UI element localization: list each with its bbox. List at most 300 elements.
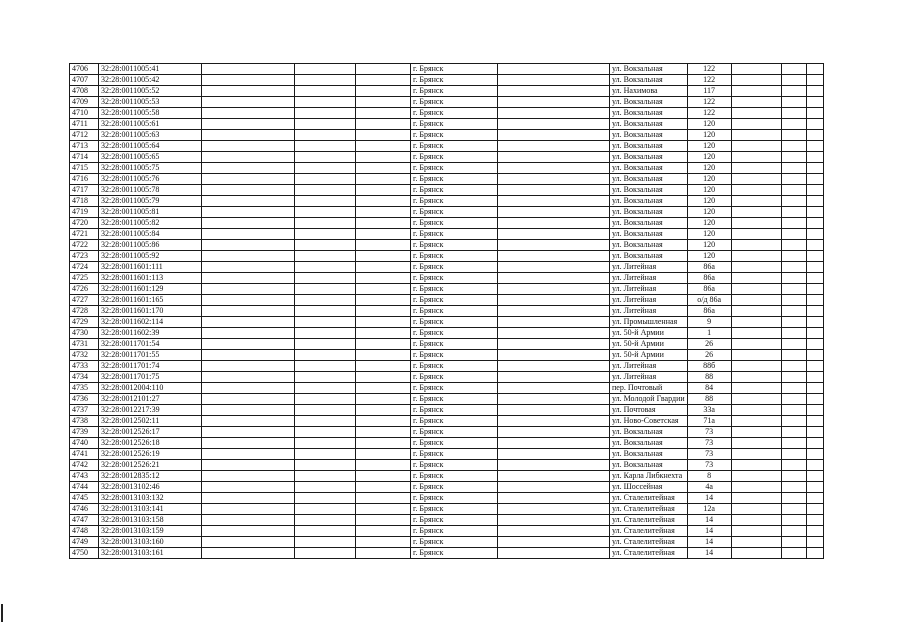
empty-cell xyxy=(295,284,356,295)
table-row xyxy=(70,218,824,229)
house-number-cell: 120 xyxy=(687,141,731,152)
row-number-cell: 4720 xyxy=(70,218,99,229)
row-number-cell: 4719 xyxy=(70,207,99,218)
empty-cell xyxy=(806,86,823,97)
empty-cell xyxy=(781,284,806,295)
empty-cell xyxy=(781,207,806,218)
cadastral-number-cell: 32:28:0013103:141 xyxy=(99,504,202,515)
empty-cell xyxy=(731,471,781,482)
cadastral-number-cell: 32:28:0011005:61 xyxy=(99,119,202,130)
street-cell: ул. Вокзальная xyxy=(610,427,688,438)
empty-cell xyxy=(295,383,356,394)
house-number-cell: 8 xyxy=(687,471,731,482)
empty-cell xyxy=(202,383,295,394)
city-cell: г. Брянск xyxy=(411,86,498,97)
empty-cell xyxy=(806,295,823,306)
empty-cell xyxy=(806,405,823,416)
empty-cell xyxy=(806,185,823,196)
empty-cell xyxy=(295,229,356,240)
empty-cell xyxy=(781,152,806,163)
row-number-cell: 4716 xyxy=(70,174,99,185)
empty-cell xyxy=(731,130,781,141)
empty-cell xyxy=(731,229,781,240)
empty-cell xyxy=(731,372,781,383)
empty-cell xyxy=(295,416,356,427)
empty-cell xyxy=(202,449,295,460)
empty-cell xyxy=(356,218,411,229)
empty-cell xyxy=(498,427,610,438)
empty-cell xyxy=(356,75,411,86)
empty-cell xyxy=(295,317,356,328)
empty-cell xyxy=(498,108,610,119)
cadastral-number-cell: 32:28:0011601:129 xyxy=(99,284,202,295)
empty-cell xyxy=(806,284,823,295)
empty-cell xyxy=(295,251,356,262)
empty-cell xyxy=(781,372,806,383)
empty-cell xyxy=(731,218,781,229)
empty-cell xyxy=(731,504,781,515)
empty-cell xyxy=(731,152,781,163)
empty-cell xyxy=(356,251,411,262)
cadastral-number-cell: 32:28:0011005:42 xyxy=(99,75,202,86)
street-cell: ул. Вокзальная xyxy=(610,75,688,86)
house-number-cell: 120 xyxy=(687,185,731,196)
empty-cell xyxy=(356,108,411,119)
empty-cell xyxy=(781,229,806,240)
empty-cell xyxy=(806,328,823,339)
row-number-cell: 4722 xyxy=(70,240,99,251)
row-number-cell: 4743 xyxy=(70,471,99,482)
empty-cell xyxy=(781,174,806,185)
house-number-cell: 14 xyxy=(687,526,731,537)
house-number-cell: 84 xyxy=(687,383,731,394)
empty-cell xyxy=(781,460,806,471)
empty-cell xyxy=(806,64,823,75)
city-cell: г. Брянск xyxy=(411,482,498,493)
street-cell: ул. Вокзальная xyxy=(610,240,688,251)
empty-cell xyxy=(498,75,610,86)
table-row xyxy=(70,229,824,240)
empty-cell xyxy=(356,416,411,427)
empty-cell xyxy=(731,174,781,185)
empty-cell xyxy=(731,493,781,504)
empty-cell xyxy=(356,119,411,130)
row-number-cell: 4742 xyxy=(70,460,99,471)
city-cell: г. Брянск xyxy=(411,526,498,537)
street-cell: ул. Вокзальная xyxy=(610,438,688,449)
street-cell: ул. Вокзальная xyxy=(610,218,688,229)
table-row xyxy=(70,196,824,207)
table-row xyxy=(70,273,824,284)
empty-cell xyxy=(781,328,806,339)
empty-cell xyxy=(498,350,610,361)
empty-cell xyxy=(781,185,806,196)
empty-cell xyxy=(295,141,356,152)
empty-cell xyxy=(781,339,806,350)
empty-cell xyxy=(731,119,781,130)
empty-cell xyxy=(781,405,806,416)
cadastral-number-cell: 32:28:0012526:19 xyxy=(99,449,202,460)
empty-cell xyxy=(295,108,356,119)
street-cell: ул. Почтовая xyxy=(610,405,688,416)
city-cell: г. Брянск xyxy=(411,328,498,339)
empty-cell xyxy=(295,405,356,416)
empty-cell xyxy=(356,163,411,174)
cadastral-number-cell: 32:28:0013103:160 xyxy=(99,537,202,548)
city-cell: г. Брянск xyxy=(411,218,498,229)
city-cell: г. Брянск xyxy=(411,493,498,504)
empty-cell xyxy=(781,493,806,504)
city-cell: г. Брянск xyxy=(411,405,498,416)
empty-cell xyxy=(731,460,781,471)
house-number-cell: 71а xyxy=(687,416,731,427)
empty-cell xyxy=(731,405,781,416)
empty-cell xyxy=(202,339,295,350)
empty-cell xyxy=(498,526,610,537)
house-number-cell: 9 xyxy=(687,317,731,328)
empty-cell xyxy=(731,427,781,438)
empty-cell xyxy=(295,504,356,515)
empty-cell xyxy=(498,141,610,152)
empty-cell xyxy=(356,339,411,350)
empty-cell xyxy=(781,295,806,306)
empty-cell xyxy=(806,482,823,493)
city-cell: г. Брянск xyxy=(411,548,498,559)
table-row xyxy=(70,75,824,86)
house-number-cell: 73 xyxy=(687,438,731,449)
empty-cell xyxy=(202,460,295,471)
empty-cell xyxy=(202,75,295,86)
house-number-cell: 120 xyxy=(687,218,731,229)
empty-cell xyxy=(356,86,411,97)
row-number-cell: 4736 xyxy=(70,394,99,405)
empty-cell xyxy=(202,526,295,537)
empty-cell xyxy=(498,482,610,493)
city-cell: г. Брянск xyxy=(411,185,498,196)
empty-cell xyxy=(295,218,356,229)
cadastral-number-cell: 32:28:0011005:52 xyxy=(99,86,202,97)
empty-cell xyxy=(498,262,610,273)
empty-cell xyxy=(781,350,806,361)
street-cell: ул. Сталелитейная xyxy=(610,493,688,504)
empty-cell xyxy=(731,284,781,295)
empty-cell xyxy=(731,196,781,207)
city-cell: г. Брянск xyxy=(411,174,498,185)
house-number-cell: 14 xyxy=(687,548,731,559)
street-cell: ул. Вокзальная xyxy=(610,152,688,163)
empty-cell xyxy=(731,262,781,273)
empty-cell xyxy=(781,471,806,482)
row-number-cell: 4721 xyxy=(70,229,99,240)
empty-cell xyxy=(295,471,356,482)
house-number-cell: 120 xyxy=(687,240,731,251)
cadastral-number-cell: 32:28:0011701:54 xyxy=(99,339,202,350)
house-number-cell: 86а xyxy=(687,273,731,284)
empty-cell xyxy=(498,86,610,97)
city-cell: г. Брянск xyxy=(411,471,498,482)
empty-cell xyxy=(806,526,823,537)
empty-cell xyxy=(295,174,356,185)
cadastral-number-cell: 32:28:0012526:18 xyxy=(99,438,202,449)
empty-cell xyxy=(498,548,610,559)
empty-cell xyxy=(731,537,781,548)
city-cell: г. Брянск xyxy=(411,273,498,284)
empty-cell xyxy=(498,229,610,240)
empty-cell xyxy=(202,427,295,438)
street-cell: ул. Литейная xyxy=(610,306,688,317)
table-row xyxy=(70,350,824,361)
empty-cell xyxy=(356,548,411,559)
empty-cell xyxy=(806,427,823,438)
row-number-cell: 4750 xyxy=(70,548,99,559)
empty-cell xyxy=(356,372,411,383)
empty-cell xyxy=(295,372,356,383)
house-number-cell: 122 xyxy=(687,108,731,119)
city-cell: г. Брянск xyxy=(411,504,498,515)
empty-cell xyxy=(781,438,806,449)
city-cell: г. Брянск xyxy=(411,295,498,306)
cadastral-number-cell: 32:28:0011005:82 xyxy=(99,218,202,229)
empty-cell xyxy=(498,460,610,471)
cadastral-number-cell: 32:28:0012004:110 xyxy=(99,383,202,394)
table-row xyxy=(70,141,824,152)
empty-cell xyxy=(498,493,610,504)
empty-cell xyxy=(731,328,781,339)
empty-cell xyxy=(731,207,781,218)
empty-cell xyxy=(731,75,781,86)
empty-cell xyxy=(731,97,781,108)
table-row xyxy=(70,339,824,350)
empty-cell xyxy=(781,196,806,207)
cadastral-number-cell: 32:28:0013103:158 xyxy=(99,515,202,526)
empty-cell xyxy=(781,218,806,229)
empty-cell xyxy=(295,526,356,537)
row-number-cell: 4708 xyxy=(70,86,99,97)
empty-cell xyxy=(731,515,781,526)
cadastral-number-cell: 32:28:0011005:86 xyxy=(99,240,202,251)
empty-cell xyxy=(295,482,356,493)
empty-cell xyxy=(498,218,610,229)
empty-cell xyxy=(202,438,295,449)
cadastral-number-cell: 32:28:0011005:79 xyxy=(99,196,202,207)
empty-cell xyxy=(295,86,356,97)
empty-cell xyxy=(295,515,356,526)
empty-cell xyxy=(498,537,610,548)
empty-cell xyxy=(498,383,610,394)
row-number-cell: 4717 xyxy=(70,185,99,196)
table-row xyxy=(70,284,824,295)
empty-cell xyxy=(498,394,610,405)
empty-cell xyxy=(356,97,411,108)
empty-cell xyxy=(202,174,295,185)
table-row xyxy=(70,493,824,504)
empty-cell xyxy=(498,152,610,163)
house-number-cell: 14 xyxy=(687,537,731,548)
empty-cell xyxy=(498,405,610,416)
empty-cell xyxy=(731,438,781,449)
empty-cell xyxy=(781,251,806,262)
empty-cell xyxy=(295,163,356,174)
empty-cell xyxy=(731,526,781,537)
house-number-cell: 73 xyxy=(687,427,731,438)
empty-cell xyxy=(295,64,356,75)
empty-cell xyxy=(356,537,411,548)
table-row xyxy=(70,427,824,438)
empty-cell xyxy=(295,273,356,284)
row-number-cell: 4731 xyxy=(70,339,99,350)
house-number-cell: 120 xyxy=(687,229,731,240)
empty-cell xyxy=(202,273,295,284)
empty-cell xyxy=(781,273,806,284)
cadastral-number-cell: 32:28:0012101:27 xyxy=(99,394,202,405)
city-cell: г. Брянск xyxy=(411,460,498,471)
empty-cell xyxy=(202,372,295,383)
house-number-cell: 86а xyxy=(687,284,731,295)
empty-cell xyxy=(731,295,781,306)
street-cell: ул. Вокзальная xyxy=(610,64,688,75)
empty-cell xyxy=(295,295,356,306)
house-number-cell: 86а xyxy=(687,306,731,317)
table-row xyxy=(70,449,824,460)
cadastral-number-cell: 32:28:0011701:75 xyxy=(99,372,202,383)
empty-cell xyxy=(806,504,823,515)
empty-cell xyxy=(731,185,781,196)
city-cell: г. Брянск xyxy=(411,284,498,295)
street-cell: ул. Промышленная xyxy=(610,317,688,328)
empty-cell xyxy=(806,416,823,427)
row-number-cell: 4732 xyxy=(70,350,99,361)
empty-cell xyxy=(202,262,295,273)
empty-cell xyxy=(356,361,411,372)
street-cell: ул. Ново-Советская xyxy=(610,416,688,427)
cadastral-number-cell: 32:28:0013103:132 xyxy=(99,493,202,504)
table-row xyxy=(70,108,824,119)
table-row xyxy=(70,548,824,559)
empty-cell xyxy=(356,174,411,185)
empty-cell xyxy=(806,196,823,207)
registry-table xyxy=(69,63,824,559)
street-cell: ул. 50-й Армии xyxy=(610,339,688,350)
row-number-cell: 4730 xyxy=(70,328,99,339)
empty-cell xyxy=(806,218,823,229)
street-cell: ул. Литейная xyxy=(610,284,688,295)
city-cell: г. Брянск xyxy=(411,427,498,438)
empty-cell xyxy=(806,548,823,559)
city-cell: г. Брянск xyxy=(411,537,498,548)
empty-cell xyxy=(498,130,610,141)
cadastral-number-cell: 32:28:0011005:76 xyxy=(99,174,202,185)
street-cell: ул. Вокзальная xyxy=(610,207,688,218)
table-row xyxy=(70,163,824,174)
empty-cell xyxy=(356,526,411,537)
empty-cell xyxy=(356,504,411,515)
cadastral-number-cell: 32:28:0011701:55 xyxy=(99,350,202,361)
row-number-cell: 4713 xyxy=(70,141,99,152)
empty-cell xyxy=(781,64,806,75)
house-number-cell: 120 xyxy=(687,130,731,141)
empty-cell xyxy=(781,449,806,460)
empty-cell xyxy=(781,141,806,152)
empty-cell xyxy=(295,427,356,438)
city-cell: г. Брянск xyxy=(411,152,498,163)
empty-cell xyxy=(202,196,295,207)
empty-cell xyxy=(202,163,295,174)
empty-cell xyxy=(498,361,610,372)
empty-cell xyxy=(498,317,610,328)
row-number-cell: 4724 xyxy=(70,262,99,273)
house-number-cell: 88б xyxy=(687,361,731,372)
city-cell: г. Брянск xyxy=(411,75,498,86)
house-number-cell: о/д 86а xyxy=(687,295,731,306)
empty-cell xyxy=(202,218,295,229)
empty-cell xyxy=(295,328,356,339)
city-cell: г. Брянск xyxy=(411,317,498,328)
empty-cell xyxy=(806,240,823,251)
empty-cell xyxy=(806,537,823,548)
table-row xyxy=(70,130,824,141)
table-row xyxy=(70,152,824,163)
table-row xyxy=(70,251,824,262)
empty-cell xyxy=(781,108,806,119)
row-number-cell: 4749 xyxy=(70,537,99,548)
cadastral-number-cell: 32:28:0011005:41 xyxy=(99,64,202,75)
empty-cell xyxy=(498,273,610,284)
empty-cell xyxy=(356,295,411,306)
empty-cell xyxy=(806,361,823,372)
empty-cell xyxy=(731,141,781,152)
empty-cell xyxy=(781,394,806,405)
empty-cell xyxy=(731,394,781,405)
row-number-cell: 4714 xyxy=(70,152,99,163)
empty-cell xyxy=(356,317,411,328)
house-number-cell: 120 xyxy=(687,174,731,185)
row-number-cell: 4740 xyxy=(70,438,99,449)
empty-cell xyxy=(781,86,806,97)
table-row xyxy=(70,64,824,75)
street-cell: пер. Почтовый xyxy=(610,383,688,394)
empty-cell xyxy=(202,295,295,306)
house-number-cell: 88 xyxy=(687,372,731,383)
empty-cell xyxy=(356,515,411,526)
empty-cell xyxy=(731,240,781,251)
empty-cell xyxy=(295,394,356,405)
city-cell: г. Брянск xyxy=(411,163,498,174)
city-cell: г. Брянск xyxy=(411,64,498,75)
street-cell: ул. Литейная xyxy=(610,361,688,372)
empty-cell xyxy=(781,416,806,427)
empty-cell xyxy=(498,196,610,207)
empty-cell xyxy=(356,394,411,405)
street-cell: ул. Вокзальная xyxy=(610,449,688,460)
row-number-cell: 4723 xyxy=(70,251,99,262)
empty-cell xyxy=(806,130,823,141)
city-cell: г. Брянск xyxy=(411,394,498,405)
table-row xyxy=(70,306,824,317)
empty-cell xyxy=(202,504,295,515)
street-cell: ул. 50-й Армии xyxy=(610,328,688,339)
street-cell: ул. 50-й Армии xyxy=(610,350,688,361)
empty-cell xyxy=(498,64,610,75)
empty-cell xyxy=(731,548,781,559)
row-number-cell: 4734 xyxy=(70,372,99,383)
house-number-cell: 33а xyxy=(687,405,731,416)
empty-cell xyxy=(356,130,411,141)
empty-cell xyxy=(498,438,610,449)
empty-cell xyxy=(806,372,823,383)
empty-cell xyxy=(356,383,411,394)
city-cell: г. Брянск xyxy=(411,207,498,218)
empty-cell xyxy=(498,449,610,460)
